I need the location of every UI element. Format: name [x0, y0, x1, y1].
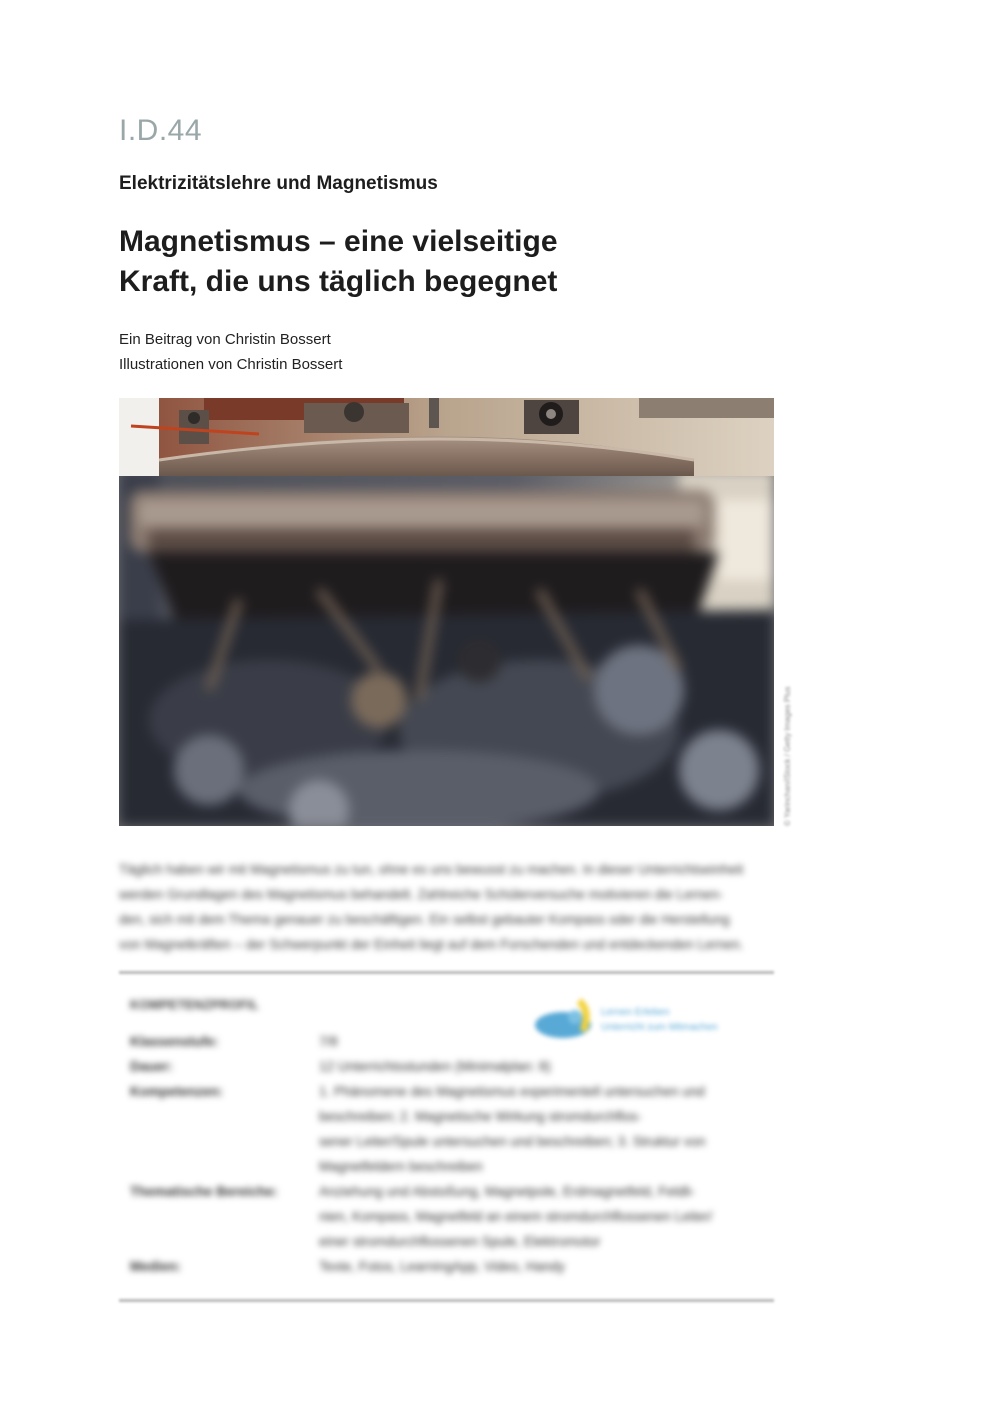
profile-label: Thematische Bereiche: [130, 1184, 278, 1199]
divider-top [119, 971, 774, 974]
profile-heading: KOMPETENZPROFIL [130, 998, 259, 1012]
intro-line: werden Grundlagen des Magnetismus behandelt. Zahlreiche Schülerversuche motivieren die Lernen- [119, 887, 724, 902]
intro-line: Täglich haben wir mit Magnetismus zu tun, ohne es uns bewusst zu machen. In dieser Unterrichtseinheit [119, 862, 744, 877]
profile-label: Medien: [130, 1259, 182, 1274]
title-line-1: Magnetismus – eine vielseitige [119, 225, 558, 258]
profile-value: Magnetfeldern beschreiben [319, 1159, 483, 1174]
profile-value: Texte, Fotos, LearningApp, Video, Handy [319, 1259, 565, 1274]
profile-value: 1. Phänomene des Magnetismus experimentell untersuchen und [319, 1084, 705, 1099]
logo-text-line: Lernen Erleben [601, 1007, 670, 1018]
profile-value: 12 Unterrichtsstunden (Minimalplan: 8) [319, 1059, 551, 1074]
document-code: I.D.44 [119, 114, 203, 147]
page-title [119, 222, 759, 302]
profile-label: Klassenstufe: [130, 1034, 219, 1049]
intro-text [119, 857, 774, 957]
illustrator-credit: Illustrationen von Christin Bossert [119, 356, 343, 373]
scrap-metal-blurred [119, 470, 774, 826]
electromagnet-top [119, 398, 774, 476]
cover-photo [119, 398, 774, 826]
profile-value: nien, Kompass, Magnetfeld an einem stromdurchflossenen Leiter/ [319, 1209, 713, 1224]
series-title: Elektrizitätslehre und Magnetismus [119, 173, 438, 194]
photo-credit-text: © Yarinchan/iStock / Getty Images Plus [783, 686, 792, 826]
author-credit: Ein Beitrag von Christin Bossert [119, 331, 331, 348]
profile-value: 7/8 [319, 1034, 338, 1049]
profile-label: Dauer: [130, 1059, 173, 1074]
profile-value: beschreiben; 2. Magnetische Wirkung stromdurchflos- [319, 1109, 642, 1124]
title-line-2: Kraft, die uns täglich begegnet [119, 265, 558, 298]
logo-text-line: Unterricht zum Mitmachen [601, 1022, 718, 1033]
profile-value: sener Leiter/Spule untersuchen und beschreiben; 3. Struktur von [319, 1134, 706, 1149]
intro-line: den, sich mit dem Thema genauer zu beschäftigen. Ein selbst gebauter Kompass oder die Herstellung [119, 912, 730, 927]
divider-bottom [119, 1299, 774, 1302]
profile-label: Kompetenzen: [130, 1084, 224, 1099]
intro-line: von Magnetkräften – der Schwerpunkt der Einheit liegt auf dem Forschenden und entdeckenden Lernen. [119, 937, 744, 952]
profile-value: Anziehung und Abstoßung, Magnetpole, Erdmagnetfeld, Feldli- [319, 1184, 695, 1199]
photo-credit [783, 612, 797, 826]
profile-value: einer stromdurchflossenen Spule, Elektromotor [319, 1234, 601, 1249]
